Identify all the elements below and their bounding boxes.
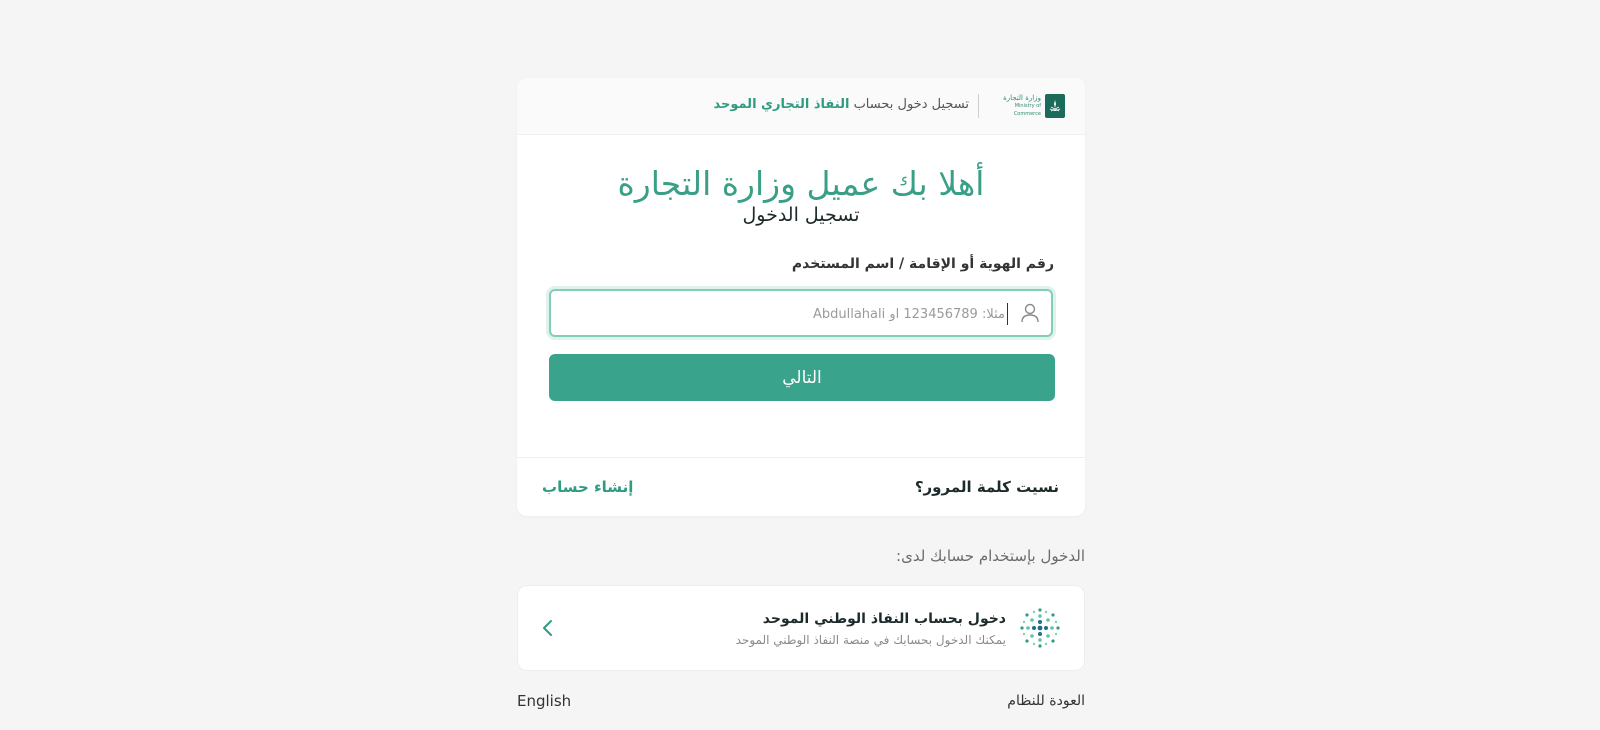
- ministry-logo: [995, 94, 1065, 118]
- card-footer: [517, 457, 1085, 516]
- logo-text-ar: وزارة التجارة: [1003, 94, 1041, 102]
- nafath-login-card[interactable]: [517, 585, 1085, 671]
- logo-text-en: Ministry of Commerce: [1013, 103, 1041, 117]
- next-button[interactable]: التالي: [549, 354, 1055, 401]
- back-to-system-link[interactable]: العودة للنظام: [1007, 693, 1085, 709]
- welcome-heading: أهلا بك عميل وزارة التجارة: [617, 164, 985, 203]
- language-toggle-link[interactable]: English: [517, 692, 572, 710]
- login-card: [517, 78, 1085, 516]
- ministry-logo-icon: [1045, 94, 1065, 118]
- header-divider: [978, 94, 979, 118]
- chevron-left-icon[interactable]: [538, 616, 558, 640]
- nafath-description: يمكنك الدخول بحسابك في منصة النفاذ الوطني الموحد: [735, 633, 1006, 647]
- create-account-link[interactable]: إنشاء حساب: [542, 478, 634, 496]
- nafath-logo-icon: [1018, 606, 1062, 650]
- header-title-highlight: النفاذ التجاري الموحد: [713, 97, 850, 112]
- forgot-password-link[interactable]: نسيت كلمة المرور؟: [914, 478, 1059, 496]
- username-input[interactable]: [563, 299, 1007, 329]
- login-subtitle: تسجيل الدخول: [742, 204, 860, 226]
- user-icon: [1019, 302, 1041, 324]
- card-header: [517, 78, 1085, 135]
- text-caret: [1007, 303, 1008, 325]
- username-input-box[interactable]: [549, 289, 1053, 337]
- alt-login-label: الدخول بإستخدام حسابك لدى:: [896, 547, 1085, 565]
- header-title: تسجيل دخول بحساب النفاذ التجاري الموحد: [713, 97, 969, 112]
- username-label: رقم الهوية أو الإقامة / اسم المستخدم: [791, 256, 1054, 272]
- nafath-title: دخول بحساب النفاذ الوطني الموحد: [762, 611, 1006, 627]
